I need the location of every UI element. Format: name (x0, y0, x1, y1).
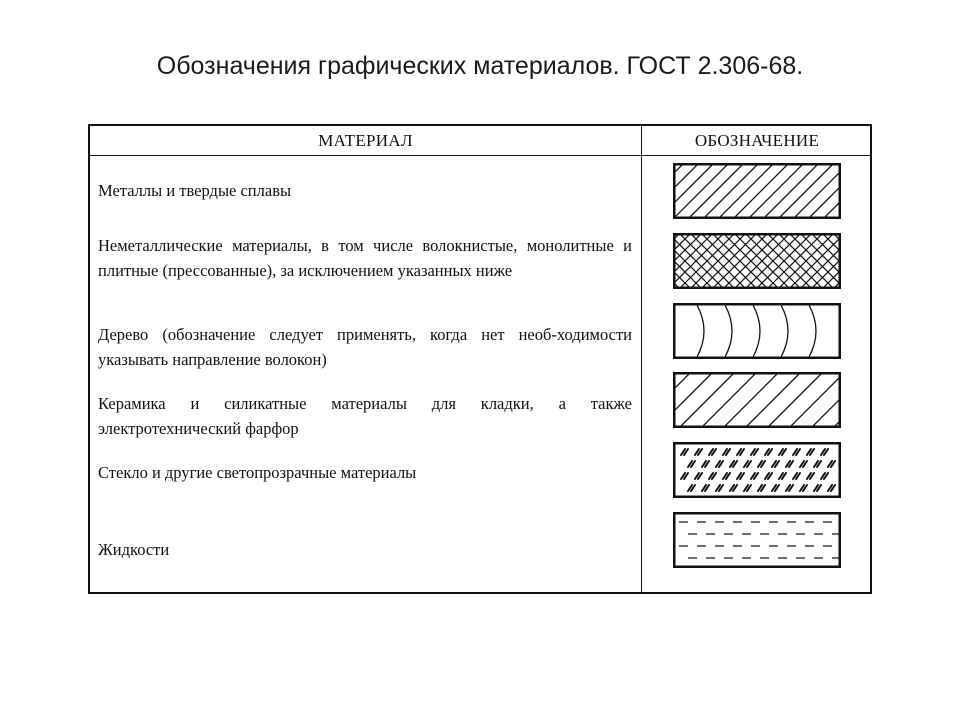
column-divider (641, 126, 642, 592)
header-divider (90, 155, 870, 156)
header-symbol: ОБОЗНАЧЕНИЕ (694, 131, 820, 150)
page-title: Обозначения графических материалов. ГОСТ 2.306-68. (156, 52, 804, 80)
row-material-ceramics: Керамика и силикатные материалы для кладки, а также электротехнический фарфор (98, 394, 632, 438)
row-material-liquids: Жидкости (98, 540, 170, 559)
row-material-metals: Металлы и твердые сплавы (98, 181, 292, 200)
row-material-glass: Стекло и другие светопрозрачные материалы (98, 463, 417, 482)
materials-table (88, 124, 872, 594)
hatch-pattern-metals (673, 163, 841, 219)
hatch-pattern-wood (673, 303, 841, 359)
hatch-pattern-liquids (673, 512, 841, 568)
hatch-pattern-ceramics (673, 372, 841, 428)
hatch-pattern-glass (673, 442, 841, 498)
row-material-wood: Дерево (обозначение следует применять, когда нет необ-ходимости указывать направление волокон) (98, 325, 632, 369)
hatch-pattern-nonmetals (673, 233, 841, 289)
header-material: МАТЕРИАЛ (318, 131, 413, 150)
row-material-nonmetals: Неметаллические материалы, в том числе волокнистые, монолитные и плитные (прессованные), за исключением указанных ниже (98, 236, 632, 280)
